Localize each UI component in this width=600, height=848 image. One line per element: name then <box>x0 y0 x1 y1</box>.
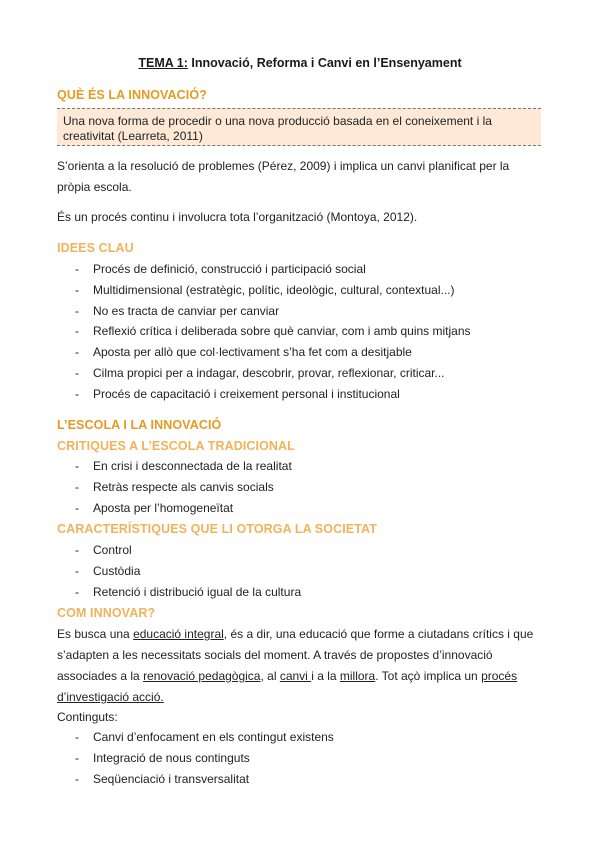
list-item: - Custòdia <box>75 563 141 578</box>
list-item: - Cilma propici per a indagar, descobrir, provar, reflexionar, criticar... <box>75 365 445 380</box>
underlined-term: procés d’investigació acció. <box>57 669 518 704</box>
list-item: - Reflexió crítica i deliberada sobre què canviar, com i amb quins mitjans <box>75 324 471 339</box>
critiques-list <box>57 456 292 518</box>
list-item: - Retràs respecte als canvis socials <box>75 479 274 494</box>
heading-com-innovar: COM INNOVAR? <box>57 606 156 620</box>
list-item: - Aposta per allò que col·lectivament s’ha fet com a desitjable <box>75 345 412 360</box>
list-item: - Canvi d’enfocament en els contingut existens <box>75 730 334 744</box>
underlined-term: millora <box>339 669 376 683</box>
title-text: Innovació, Reforma i Canvi en l’Ensenyament <box>191 56 462 70</box>
heading-caracteristiques: CARACTERÍSTIQUES QUE LI OTORGA LA SOCIETAT <box>57 522 377 536</box>
list-item: - Seqüenciació i transversalitat <box>75 771 250 786</box>
list-item: - No es tracta de canviar per canviar <box>75 303 280 318</box>
list-item: - Procés de definició, construcció i participació social <box>75 262 366 276</box>
underlined-term: canvi <box>279 669 312 683</box>
list-item: - Aposta per l’homogeneïtat <box>75 500 234 515</box>
definition-callout: Una nova forma de procedir o una nova producció basada en el coneixement i la creativitat (Learreta, 2011) <box>57 108 541 146</box>
list-item: - Retenció i distribució igual de la cultura <box>75 584 302 599</box>
continguts-list <box>57 727 334 789</box>
title-label: TEMA 1: <box>138 56 188 70</box>
heading-escola-innovacio: L’ESCOLA I LA INNOVACIÓ <box>57 418 222 432</box>
idees-clau-list <box>57 259 471 405</box>
continguts-label: Continguts: <box>57 710 118 724</box>
underlined-term: educació integral <box>133 627 224 641</box>
heading-que-es-innovacio: QUÈ ÉS LA INNOVACIÓ? <box>57 88 207 102</box>
list-item: - Control <box>75 543 132 557</box>
list-item: - Procés de capacitació i creixement personal i institucional <box>75 386 400 401</box>
heading-idees-clau: IDEES CLAU <box>57 241 134 255</box>
paragraph-com-innovar: Es busca una educació integral, és a dir, una educació que forme a ciutadans crítics i que s’adapten a les necessitats socials del moment. A través de propostes d’innovació associades a la renovació pedagògica, al canvi i a la millora. Tot açò implica un procés d’investigació acció. <box>57 627 534 704</box>
paragraph-proces-continu: És un procés continu i involucra tota l’organització (Montoya, 2012). <box>57 210 418 224</box>
page-title <box>0 56 600 70</box>
underlined-term: renovació pedagògica <box>143 669 261 683</box>
heading-critiques: CRITIQUES A L’ESCOLA TRADICIONAL <box>57 439 295 453</box>
list-item: - Integració de nous continguts <box>75 750 250 765</box>
list-item: - Multidimensional (estratègic, polític, ideològic, cultural, contextual...) <box>75 282 455 297</box>
list-item: - En crisi i desconnectada de la realitat <box>75 459 292 473</box>
paragraph-orienta: S’orienta a la resolució de problemes (Pérez, 2009) i implica un canvi planificat per la pròpia escola. <box>57 159 510 194</box>
caracteristiques-list <box>57 540 301 602</box>
